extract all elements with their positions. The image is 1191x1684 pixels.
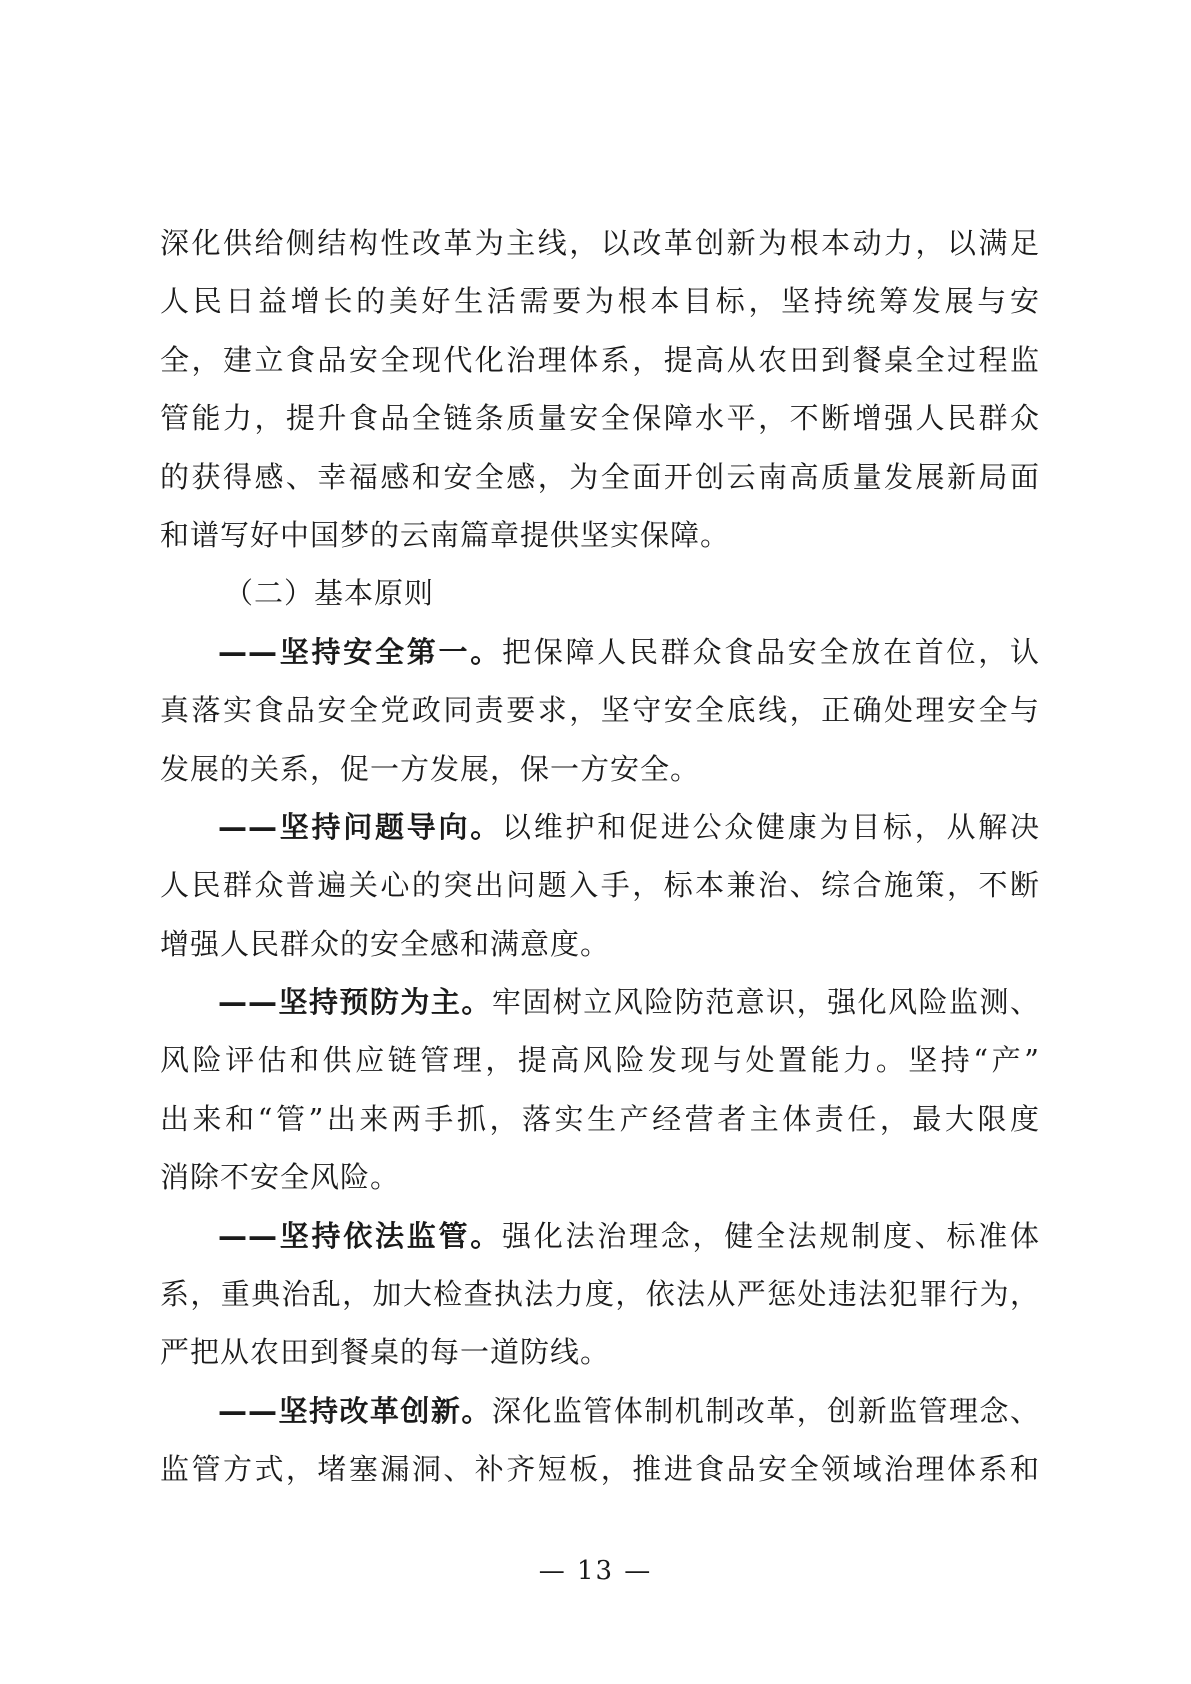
principle-2-first-line	[160, 798, 1040, 856]
principle-3-lead: ——坚持预防为主。	[218, 985, 492, 1020]
intro-line-1: 深化供给侧结构性改革为主线，以改革创新为根本动力，以满足	[160, 226, 1040, 260]
principle-1-lead: ——坚持安全第一。	[218, 634, 502, 669]
principle-3-first-line	[160, 973, 1040, 1031]
principle-1-line-3: 发展的关系，促一方发展，保一方安全。	[160, 751, 701, 786]
principle-1-text: 把保障人民群众食品安全放在首位，认	[502, 634, 1040, 669]
principle-4-text: 强化法治理念，健全法规制度、标准体	[502, 1218, 1040, 1253]
principle-3-text: 牢固树立风险防范意识，强化风险监测、	[491, 985, 1040, 1020]
principle-2-line-3: 增强人民群众的安全感和满意度。	[160, 926, 611, 961]
principle-1-first-line	[160, 623, 1040, 681]
principle-3-line-3: 出来和“管”出来两手抓，落实生产经营者主体责任，最大限度	[160, 1101, 1040, 1136]
principle-2-line-2: 人民群众普遍关心的突出问题入手，标本兼治、综合施策，不断	[160, 868, 1040, 903]
principle-5-lead: ——坚持改革创新。	[218, 1393, 492, 1428]
page-number: — 13 —	[538, 1556, 653, 1586]
intro-line-5: 的获得感、幸福感和安全感，为全面开创云南高质量发展新局面	[160, 459, 1040, 494]
body-text	[160, 214, 1040, 1499]
principle-4-line-2: 系，重典治乱，加大检查执法力度，依法从严惩处违法犯罪行为，	[160, 1277, 1040, 1312]
principle-2-lead: ——坚持问题导向。	[218, 809, 502, 844]
principle-5-line-2: 监管方式，堵塞漏洞、补齐短板，推进食品安全领域治理体系和	[160, 1452, 1040, 1487]
principle-5-text: 深化监管体制机制改革，创新监管理念、	[491, 1393, 1040, 1428]
principle-4-line-3: 严把从农田到餐桌的每一道防线。	[160, 1335, 611, 1370]
principle-3-line-2: 风险评估和供应链管理，提高风险发现与处置能力。坚持“产”	[160, 1043, 1040, 1078]
intro-line-3: 全，建立食品安全现代化治理体系，提高从农田到餐桌全过程监	[160, 342, 1040, 377]
principle-2-text: 以维护和促进公众健康为目标，从解决	[502, 809, 1040, 844]
principle-1-line-2: 真落实食品安全党政同责要求，坚守安全底线，正确处理安全与	[160, 693, 1040, 728]
principle-4-first-line	[160, 1207, 1040, 1265]
principle-5-first-line	[160, 1382, 1040, 1440]
principle-4-lead: ——坚持依法监管。	[218, 1218, 502, 1253]
intro-line-6: 和谱写好中国梦的云南篇章提供坚实保障。	[160, 517, 731, 552]
section-heading: （二）基本原则	[224, 576, 435, 611]
intro-line-2: 人民日益增长的美好生活需要为根本目标，坚持统筹发展与安	[160, 284, 1040, 319]
principle-3-line-4: 消除不安全风险。	[160, 1160, 401, 1195]
intro-line-4: 管能力，提升食品全链条质量安全保障水平，不断增强人民群众	[160, 401, 1040, 436]
